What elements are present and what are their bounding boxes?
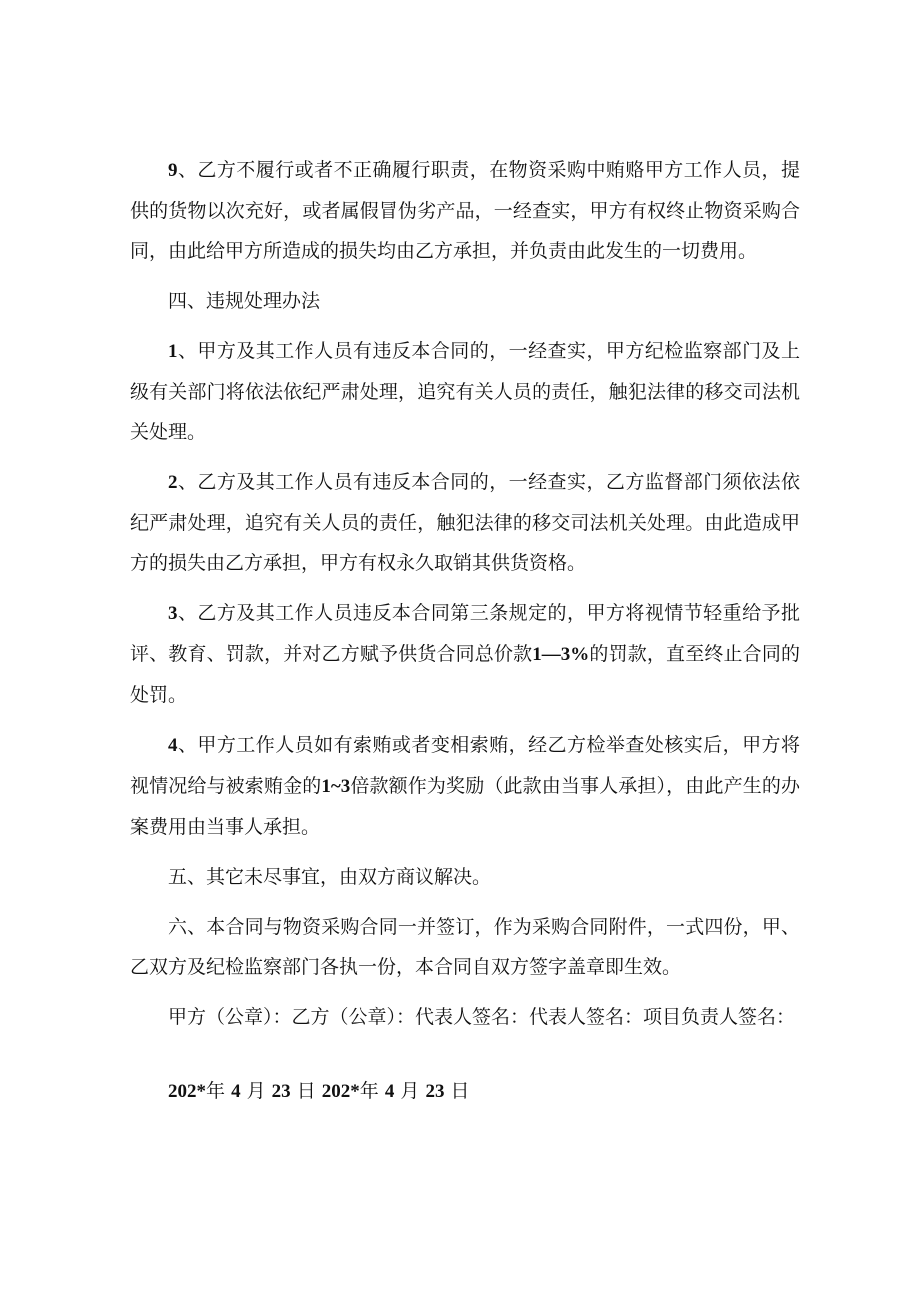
clause-text: 、乙方及其工作人员违反本合同第三条规定的，甲方将视情节轻重给予批评、教育、罚款，并对乙方赋予供货合同总价款 [130,602,800,665]
date-year-1: 202* [168,1081,206,1102]
document-body [130,150,800,1122]
signature-line: 甲方（公章）：乙方（公章）：代表人签名：代表人签名：项目负责人签名： [168,1006,796,1028]
clause-number: 1 [168,341,178,362]
section-heading-violation-handling: 四、违规处理办法 [168,290,321,312]
clause-number: 9 [168,160,178,181]
clause-1 [130,331,800,452]
date-day-unit-2: 日 [450,1080,470,1102]
date-day-2: 23 [425,1081,445,1102]
clause-text: 倍款额作为奖励（此款由当事人承担），由此产生的办案费用由当事人承担。 [130,775,800,838]
date-line [130,1071,800,1112]
section-other-matters: 五、其它未尽事宜，由双方商议解决。 [168,866,492,888]
clause-3 [130,593,800,715]
clause-2 [130,462,800,583]
clause-4 [130,725,800,847]
date-month-1: 4 [231,1081,241,1102]
date-day-1: 23 [271,1081,291,1102]
clause-text: 的罚款，直至终止合同的处罚。 [130,643,800,706]
date-year-2: 202* [321,1081,360,1102]
date-month-unit-1: 月 [246,1080,266,1102]
clause-number: 3 [168,603,178,624]
clause-number: 2 [168,472,178,493]
date-year-unit-1: 年 [206,1080,226,1102]
reward-multiplier: 1~3 [321,776,351,797]
date-day-unit-1: 日 [296,1080,316,1102]
date-year-unit-2: 年 [359,1080,379,1102]
clause-text: 、乙方不履行或者不正确履行职责，在物资采购中贿赂甲方工作人员，提供的货物以次充好，或者属假冒伪劣产品，一经查实，甲方有权终止物资采购合同，由此给甲方所造成的损失均由乙方承担，并负责由此发生的一切费用。 [130,159,800,262]
clause-text: 、甲方工作人员如有索贿或者变相索贿，经乙方检举查处核实后，甲方将视情况给与被索贿金的 [130,734,800,797]
section-signing-effect: 六、本合同与物资采购合同一并签订，作为采购合同附件，一式四份，甲、乙双方及纪检监察部门各执一份，本合同自双方签字盖章即生效。 [130,916,800,978]
date-month-2: 4 [384,1081,395,1102]
clause-text: 、甲方及其工作人员有违反本合同的，一经查实，甲方纪检监察部门及上级有关部门将依法依纪严肃处理，追究有关人员的责任，触犯法律的移交司法机关处理。 [130,340,800,443]
penalty-range: 1—3% [532,644,590,665]
clause-number: 4 [168,735,178,756]
date-month-unit-2: 月 [400,1080,420,1102]
clause-9 [130,150,800,271]
clause-text: 、乙方及其工作人员有违反本合同的，一经查实，乙方监督部门须依法依纪严肃处理，追究有关人员的责任，触犯法律的移交司法机关处理。由此造成甲方的损失由乙方承担，甲方有权永久取销其供货资格。 [130,471,800,574]
